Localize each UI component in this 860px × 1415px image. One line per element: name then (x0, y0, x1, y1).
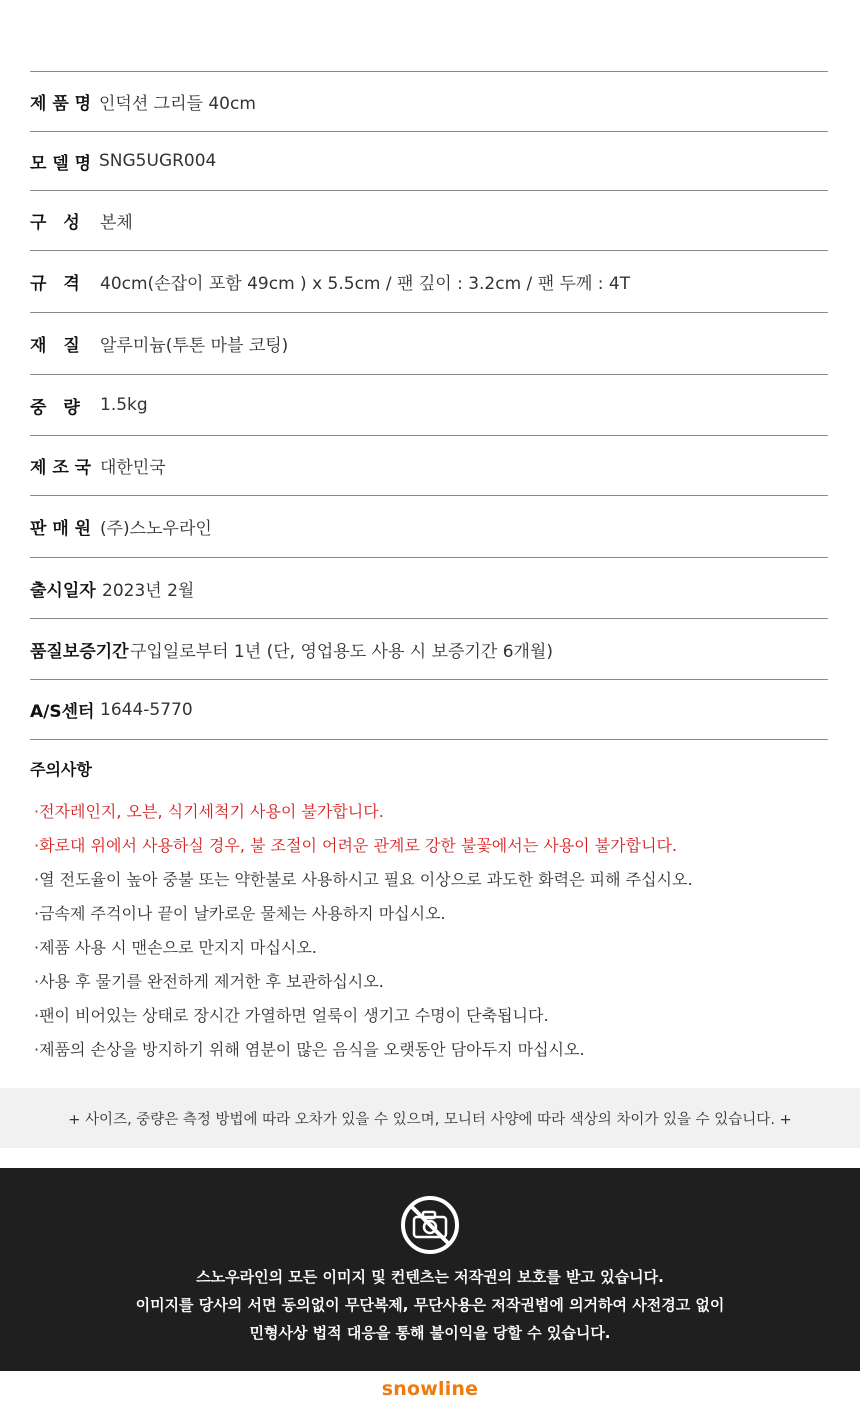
measurement-notice (0, 1088, 860, 1148)
spec-table (30, 71, 828, 740)
caution-title: 주의사항 (30, 760, 92, 779)
spec-value: SNG5UGR004 (99, 151, 217, 171)
spec-label: 재 질 (30, 336, 80, 356)
spec-value: 본체 (100, 213, 133, 233)
spec-label: 중 량 (30, 397, 80, 418)
spec-row (30, 375, 828, 436)
spec-value: 대한민국 (100, 458, 166, 478)
spec-row (30, 191, 828, 251)
spec-value: 인덕션 그리들 40cm (99, 94, 256, 114)
caution-item: ·팬이 비어있는 상태로 장시간 가열하면 얼룩이 생기고 수명이 단축됩니다. (34, 1006, 549, 1025)
caution-item: ·전자레인지, 오븐, 식기세척기 사용이 불가합니다. (34, 802, 384, 821)
spec-value: 알루미늄(투톤 마블 코팅) (100, 336, 289, 356)
spec-value: 2023년 2월 (102, 580, 195, 601)
spec-row (30, 313, 828, 375)
caution-item: ·화로대 위에서 사용하실 경우, 불 조절이 어려운 관계로 강한 불꽃에서는 사용이 불가합니다. (34, 836, 678, 855)
spec-value: 1644-5770 (100, 699, 193, 720)
spec-label: 제 조 국 (30, 458, 92, 478)
spec-row (30, 619, 828, 680)
notice-text: + 사이즈, 중량은 측정 방법에 따라 오차가 있을 수 있으며, 모니터 사양에 따라 색상의 차이가 있을 수 있습니다. + (68, 1111, 792, 1128)
spec-row (30, 72, 828, 132)
copyright-text (0, 1263, 860, 1347)
caution-item: ·제품 사용 시 맨손으로 만지지 마십시오. (34, 938, 317, 957)
copyright-band (0, 1168, 860, 1371)
caution-item: ·열 전도율이 높아 중불 또는 약한불로 사용하시고 필요 이상으로 과도한 화력은 피해 주십시오. (34, 870, 693, 889)
caution-list (30, 795, 830, 1067)
no-camera-icon (400, 1195, 460, 1255)
spec-row (30, 251, 828, 313)
caution-item: ·사용 후 물기를 완전하게 제거한 후 보관하십시오. (34, 972, 384, 991)
spec-row (30, 132, 828, 191)
copyright-line: 스노우라인의 모든 이미지 및 컨텐츠는 저작권의 보호를 받고 있습니다. (196, 1268, 664, 1286)
spec-row (30, 680, 828, 740)
caution-item: ·제품의 손상을 방지하기 위해 염분이 많은 음식을 오랫동안 담아두지 마십시오. (34, 1040, 585, 1059)
spec-label: 모 델 명 (30, 153, 92, 174)
spec-label: 규 격 (30, 274, 80, 294)
spec-label: A/S센터 (30, 702, 95, 722)
copyright-line: 민형사상 법적 대응을 통해 불이익을 당할 수 있습니다. (249, 1324, 611, 1342)
caution-section (30, 757, 830, 1067)
spec-row (30, 558, 828, 619)
spec-value: 구입일로부터 1년 (단, 영업용도 사용 시 보증기간 6개월) (130, 641, 553, 662)
spec-label: 출시일자 (30, 580, 96, 601)
caution-item: ·금속제 주걱이나 끝이 날카로운 물체는 사용하지 마십시오. (34, 904, 446, 923)
spec-label: 판 매 원 (30, 519, 92, 539)
spec-value: 1.5kg (100, 395, 148, 415)
spec-label: 구 성 (30, 213, 80, 233)
spec-value: (주)스노우라인 (100, 519, 212, 539)
spec-row (30, 496, 828, 558)
copyright-line: 이미지를 당사의 서면 동의없이 무단복제, 무단사용은 저작권법에 의거하여 사전경고 없이 (135, 1296, 725, 1314)
snowline-logo: snowline (381, 1378, 479, 1400)
spec-label: 제 품 명 (30, 94, 92, 114)
spec-value: 40cm(손잡이 포함 49cm ) x 5.5cm / 팬 깊이 : 3.2cm / 팬 두께 : 4T (100, 274, 631, 294)
spec-row (30, 436, 828, 496)
spec-label: 품질보증기간 (30, 641, 129, 662)
